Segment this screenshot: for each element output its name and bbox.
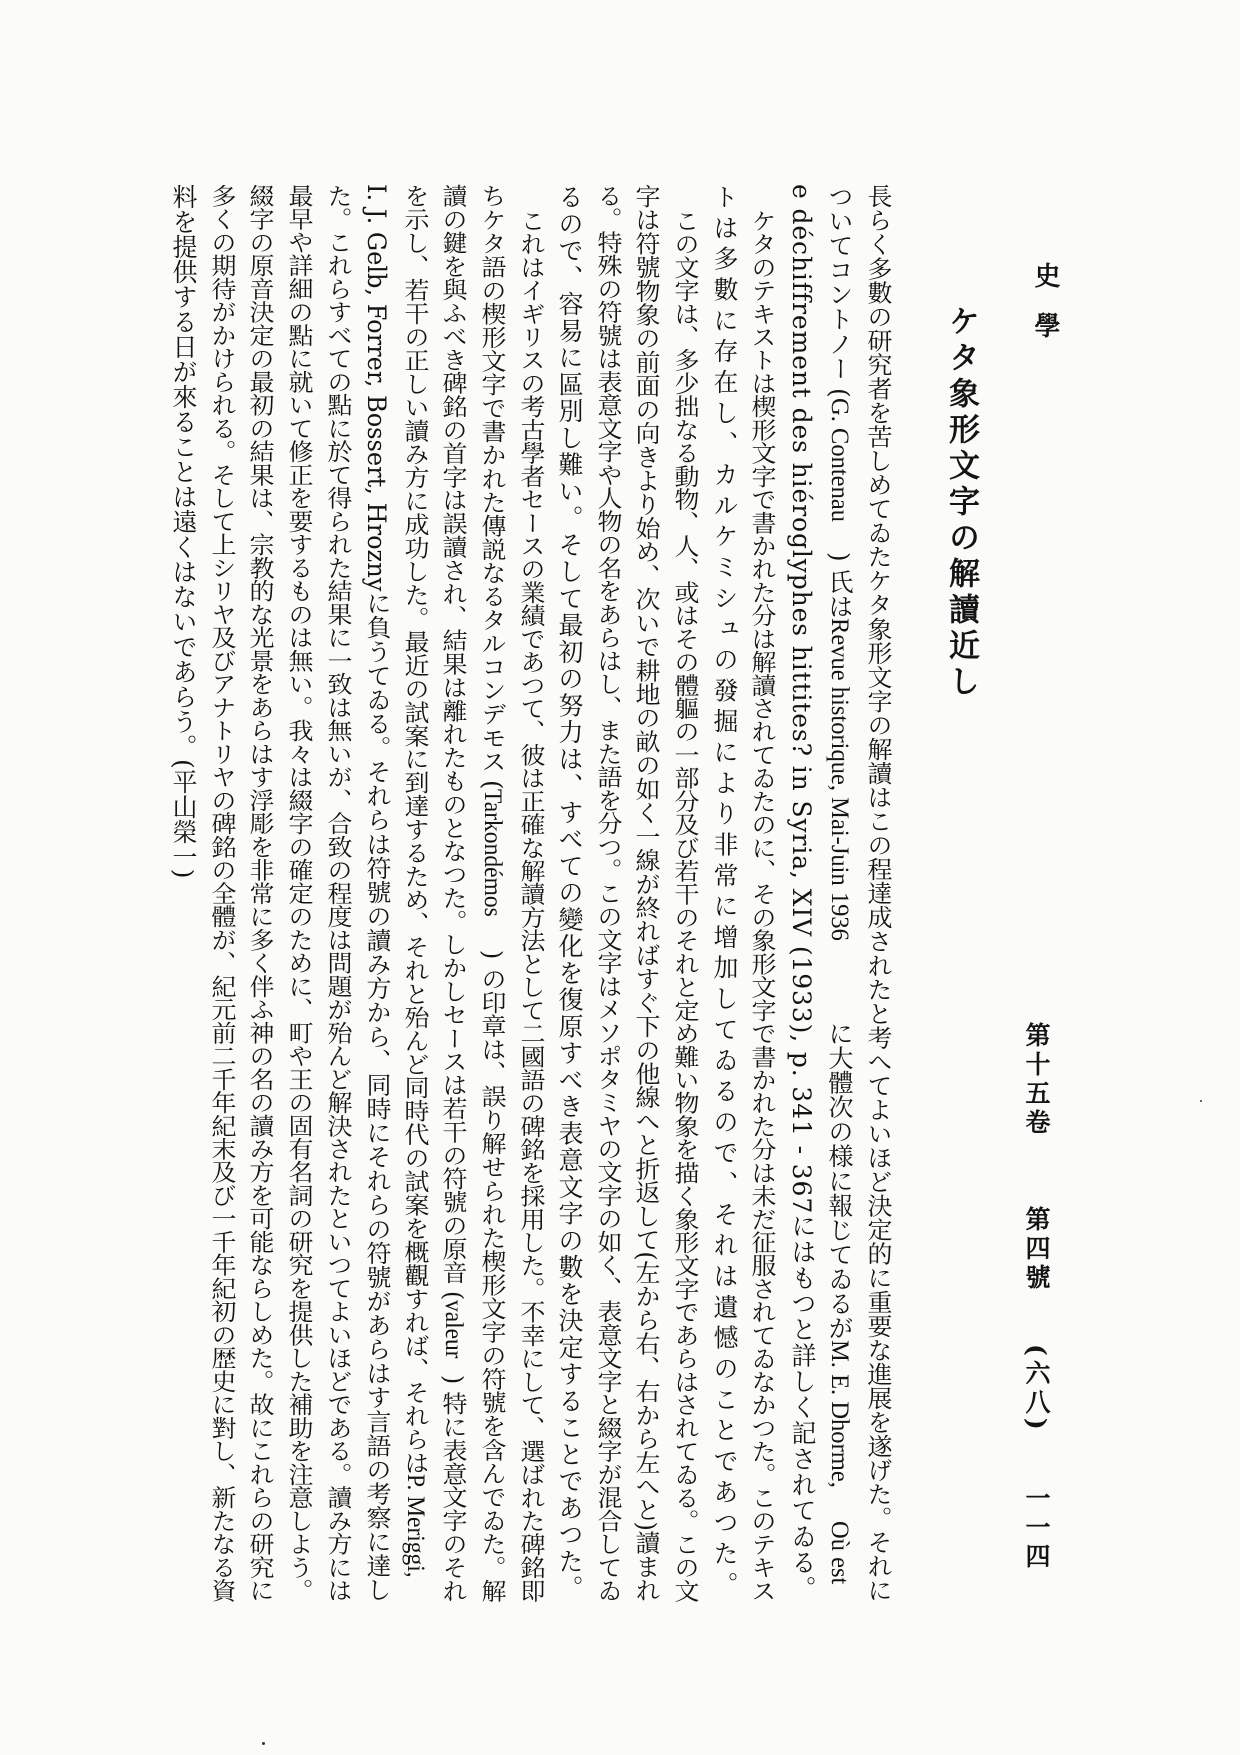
body-text-run: ) 特に表意文字のそれ — [439, 1374, 468, 1602]
body-text-run: 讀の鍵を與ふべき碑銘の首字は誤讀され、結果は離れたものとなつた。しかしセースは若干の符號の原音 ( — [439, 184, 468, 1301]
body-text-run: 料を提供する日が來ることは遠くはないであらう。(平山榮一) — [169, 184, 198, 879]
body-text-run: ) の印章は、誤り解せられた楔形文字の符號を含んでゐた。解 — [478, 949, 507, 1603]
journal-title: 史學 — [1030, 262, 1060, 362]
body-text-run: Tarkondémos — [479, 789, 506, 918]
body-text-run: にはもつと詳しく記されてゐる。 — [788, 1213, 815, 1602]
body-text-run: ) 氏は — [825, 551, 854, 619]
body-text-run: る。特殊の符號は表意文字や人物の名をあらはし、また語を分つ。この文字はメソポタミヤの文字の如く、表意文字と綴字が混合してゐ — [594, 184, 623, 1602]
body-text-run: Revue historique, Mai-Juin 1936 — [826, 618, 853, 942]
body-text-run: るので、容易に區別し難い。そして最初の努力は、すべての變化を復原すべき表意文字の數を決定することであつた。 — [555, 184, 584, 1602]
issue-label: 第四號 — [1022, 1206, 1051, 1293]
body-text-run: に大體次の様に報じてゐるが — [825, 1020, 854, 1340]
body-text-run: トは多數に存在し、カルケミシュの發掘により非常に增加してゐるので、それは遺憾のことであつた。 — [710, 184, 739, 1603]
body-text-run: G. Contenau — [826, 397, 853, 522]
body-text-run: P. Meriggi, — [402, 1474, 429, 1579]
body-text-run: 長らく多數の研究者を苦しめてゐたケタ象形文字の解讀はこの程達成されたと考へてよいほど決定的に重要な進展を遂げた。それに — [864, 184, 893, 1603]
body-text-run: これはイギリスの考古學者セースの業績であつて、彼は正確な解讀方法として二國語の碑銘を採用した。不幸にして、選ばれた碑銘即 — [517, 209, 546, 1603]
body-text-run: M. E. Dhorme, — [826, 1339, 853, 1488]
body-text-run: 多くの期待がかけられる。そして上シリヤ及びアナトリヤの碑銘の全體が、紀元前二千年紀末及び一千年紀初の歴史に對し、新たなる資 — [208, 184, 237, 1602]
body-text-run: 字は符號物象の前面の向きより始め、次いで耕地の畝の如く一線が終ればすぐ下の他線へと折返して(左から右、右から左へと)讀まれ — [632, 184, 661, 1602]
body-text-run: 綴字の原音決定の最初の結果は、宗教的な光景をあらはす浮彫を非常に多く伴ふ神の名の讀み方を可能ならしめた。故にこれらの研究に — [246, 184, 275, 1602]
body-text-run: ちケタ語の楔形文字で書かれた傳説なるタルコンデモス ( — [478, 184, 507, 790]
page-number: 一一四 — [1022, 1485, 1051, 1572]
body-text-run: た。これらすべての點に於て得られた結果に一致は無いが、合致の程度は問題が殆んど解決されたといつてよいほどである。讀み方には — [324, 184, 353, 1602]
body-text-run: ケタのテキストは楔形文字で書かれた分は解讀されてゐたのに、その象形文字で書かれた分は未だ征服されてゐなかつた。このテキス — [748, 209, 777, 1603]
body-text-run: ついてコントノー ( — [825, 184, 854, 398]
page-marker: (六八) — [1022, 1344, 1051, 1434]
body-text-run: valeur — [440, 1300, 467, 1359]
body-text-run: に負うてゐる。それらは符號の讀み方から、同時にそれらの符號があらはす言語の考察に達し — [363, 591, 390, 1602]
body-text-run: 最早や詳細の點に就いて修正を要するものは無い。我々は綴字の確定のために、町や王の固有名詞の研究を提供した補助を注意しよう。 — [285, 184, 314, 1602]
scan-speck — [262, 1742, 265, 1745]
body-text-run: I. J. Gelb, Forrer, Bossert, Hrozny — [362, 184, 391, 592]
body-text-run: Où est — [826, 1521, 853, 1585]
body-text-run: この文字は、多少拙なる動物、人、或はその體軀の一部分及び若干のそれと定め難い物象を描く象形文字であらはされてゐる。この文 — [671, 209, 700, 1603]
scan-speck — [1200, 1100, 1202, 1102]
body-text-run: を示し、若干の正しい讀み方に成功した。最近の試案に到達するため、それと殆んど同時代の試案を概觀すれば、それらは — [401, 184, 430, 1475]
body-text-run: e déchiffrement des hiéroglyphes hittites? in Syria, XIV (1933), p. 341 - 367 — [787, 184, 816, 1215]
volume-label: 第十五卷 — [1022, 1022, 1051, 1138]
article-title: ケタ象形文字の解讀近し — [943, 305, 979, 701]
